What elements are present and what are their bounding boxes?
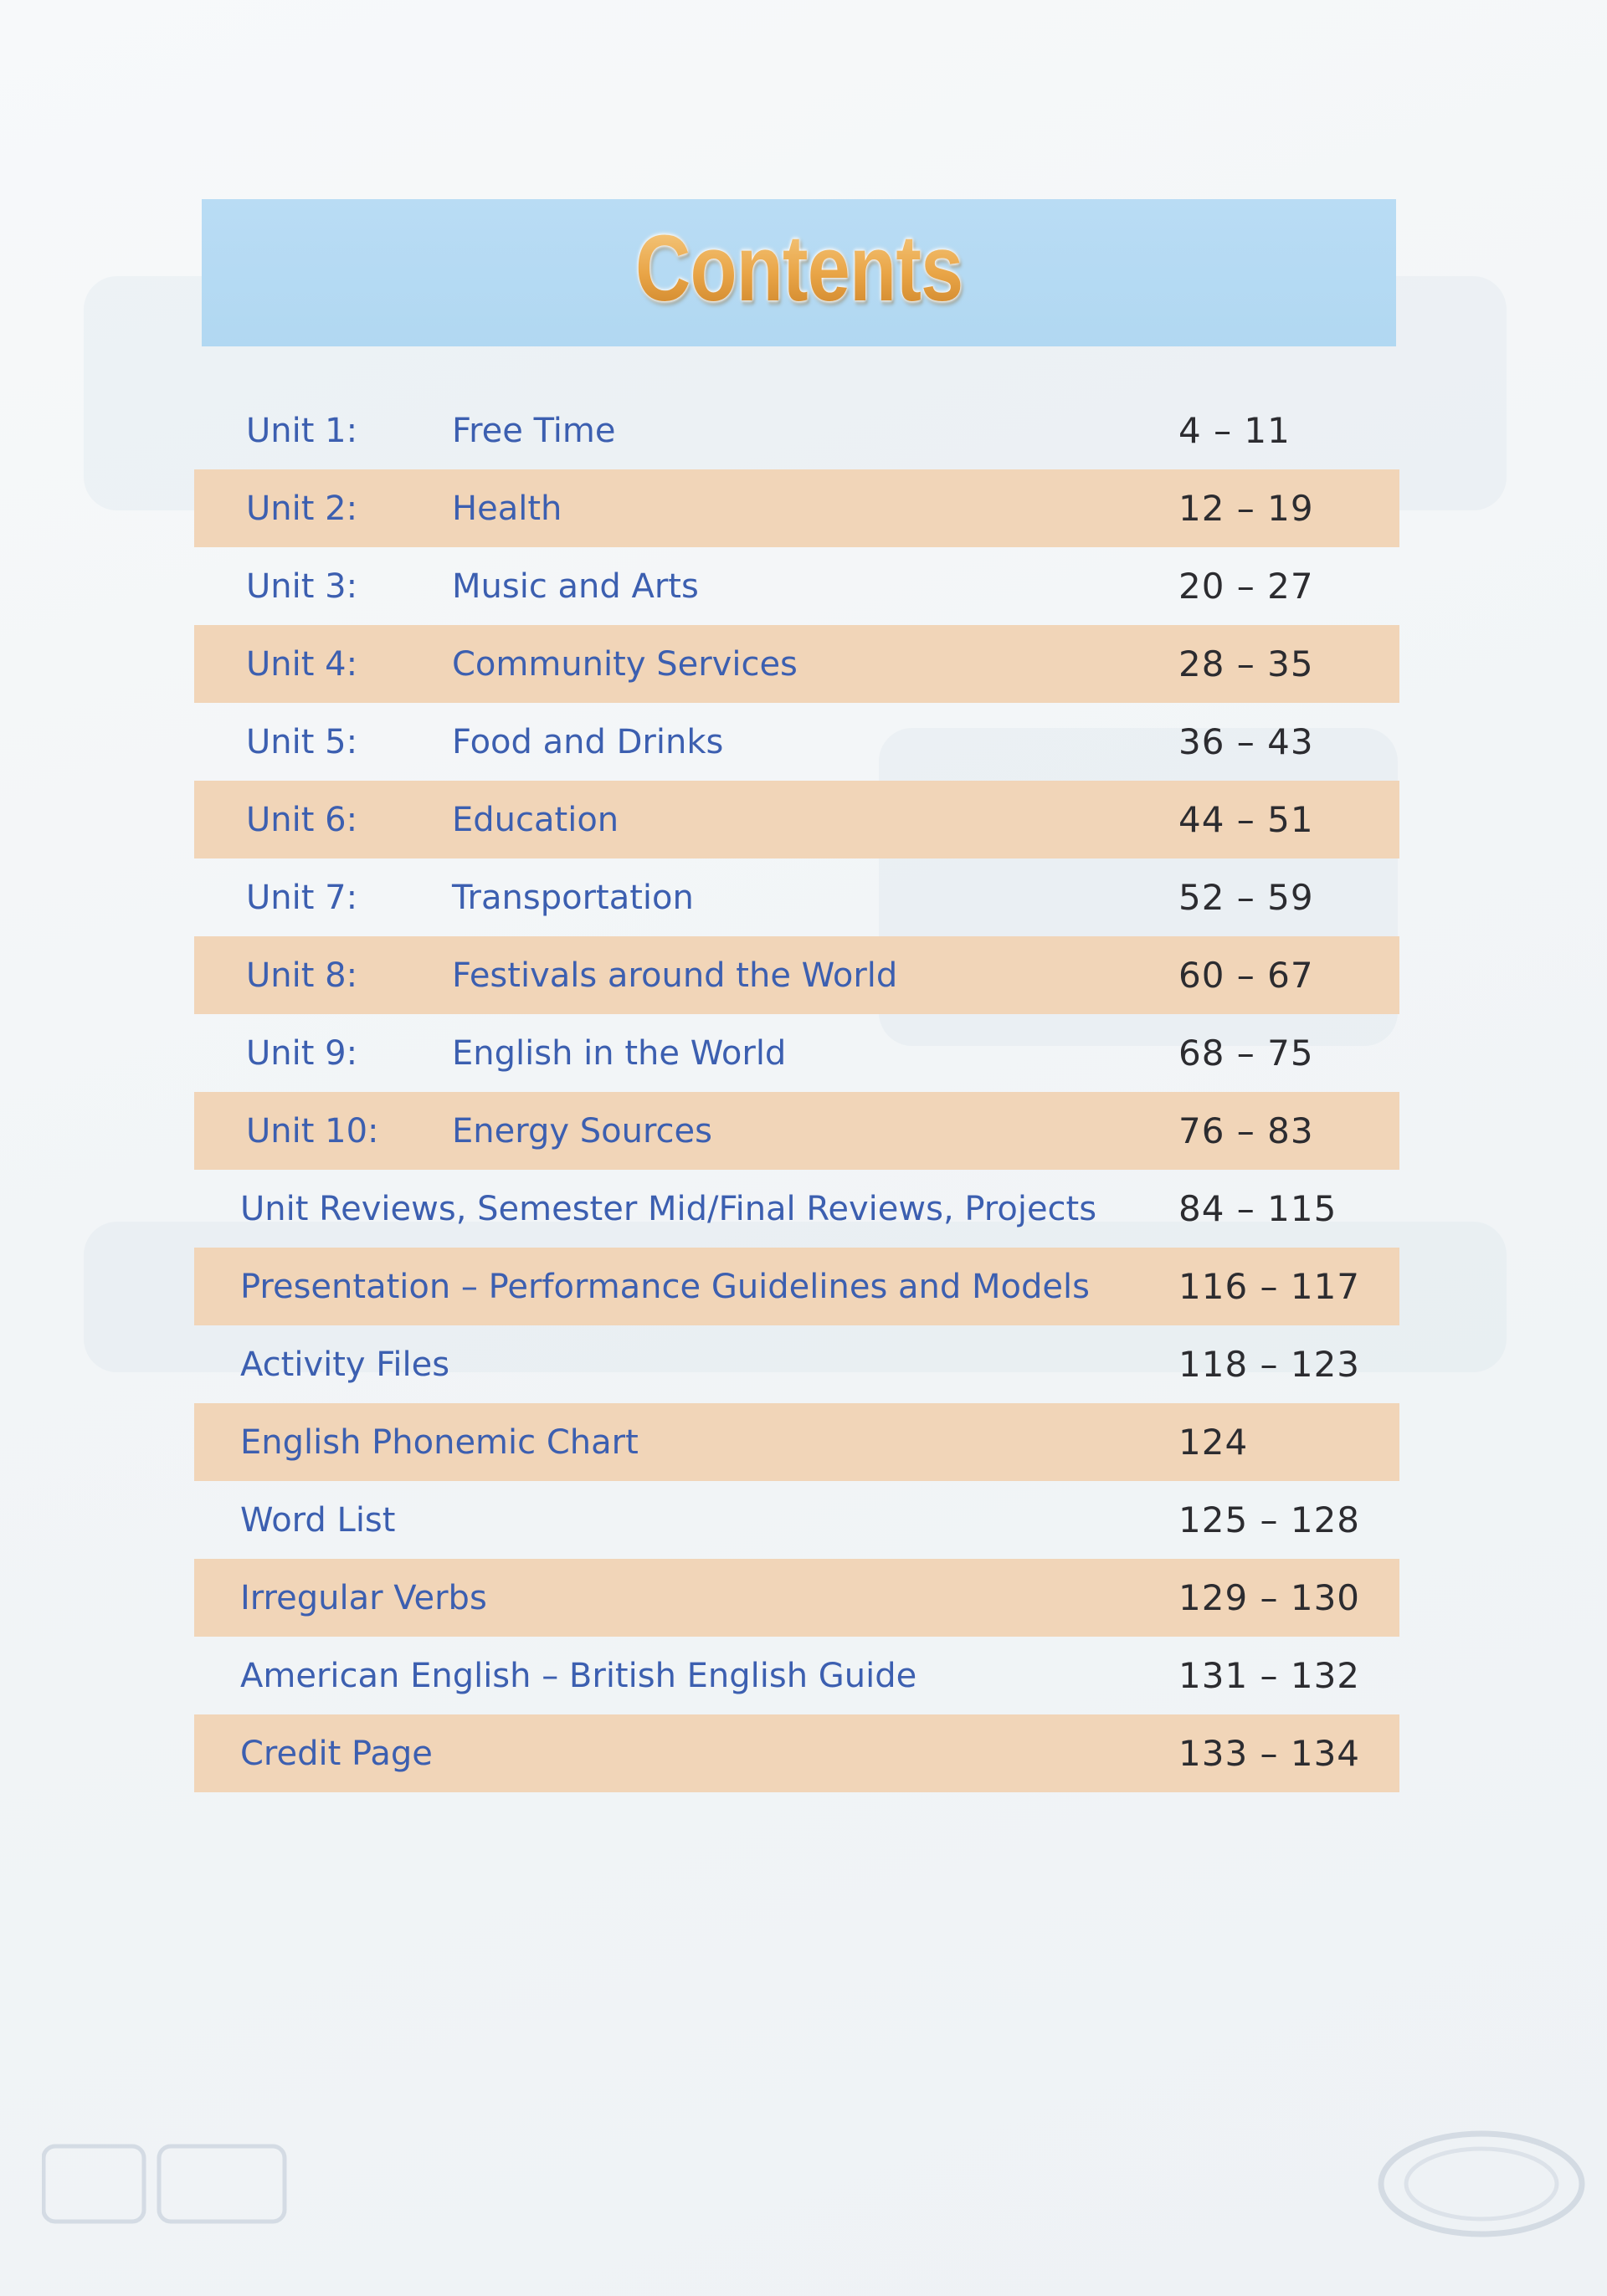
unit-title: Education xyxy=(452,800,619,839)
unit-number: Unit 4: xyxy=(246,644,358,684)
page-range: 118 – 123 xyxy=(1178,1344,1361,1385)
unit-number: Unit 10: xyxy=(246,1111,379,1151)
publisher-logo-left xyxy=(42,2138,293,2248)
toc-row-credit-page[interactable] xyxy=(194,1714,1399,1792)
unit-number: Unit 1: xyxy=(246,411,358,450)
page-range: 133 – 134 xyxy=(1178,1733,1361,1774)
page-range: 12 – 19 xyxy=(1178,488,1314,529)
unit-title: Free Time xyxy=(452,411,616,450)
publisher-logo-right-mark xyxy=(1373,2125,1590,2242)
section-title: Word List xyxy=(240,1500,396,1540)
unit-title: Health xyxy=(452,489,562,528)
page-range: 116 – 117 xyxy=(1178,1266,1361,1307)
toc-row-unit-8[interactable] xyxy=(194,936,1399,1014)
toc-row-phonemic-chart[interactable] xyxy=(194,1403,1399,1481)
unit-title: Festivals around the World xyxy=(452,956,898,995)
toc-row-unit-1[interactable] xyxy=(194,392,1399,469)
unit-title: Transportation xyxy=(452,878,694,917)
page-range: 36 – 43 xyxy=(1178,721,1314,762)
unit-title: Energy Sources xyxy=(452,1111,712,1151)
toc-row-presentation[interactable] xyxy=(194,1248,1399,1325)
toc-row-activity-files[interactable] xyxy=(194,1325,1399,1403)
contents-header xyxy=(202,199,1396,346)
unit-number: Unit 7: xyxy=(246,878,358,917)
page-title: Contents xyxy=(634,215,963,320)
unit-number: Unit 9: xyxy=(246,1033,358,1073)
section-title: American English – British English Guide xyxy=(240,1656,917,1695)
page-range: 44 – 51 xyxy=(1178,799,1314,840)
toc-row-unit-4[interactable] xyxy=(194,625,1399,703)
unit-number: Unit 2: xyxy=(246,489,358,528)
toc-row-unit-3[interactable] xyxy=(194,547,1399,625)
toc-row-reviews[interactable] xyxy=(194,1170,1399,1248)
table-of-contents xyxy=(194,392,1399,1792)
page-range: 52 – 59 xyxy=(1178,877,1314,918)
toc-row-unit-2[interactable] xyxy=(194,469,1399,547)
toc-row-american-british-guide[interactable] xyxy=(194,1637,1399,1714)
page-range: 76 – 83 xyxy=(1178,1110,1314,1151)
section-title: Credit Page xyxy=(240,1734,433,1773)
page-range: 124 xyxy=(1178,1422,1249,1463)
unit-number: Unit 5: xyxy=(246,722,358,761)
publisher-logo-right xyxy=(1373,2125,1590,2247)
unit-title: English in the World xyxy=(452,1033,787,1073)
unit-number: Unit 6: xyxy=(246,800,358,839)
unit-number: Unit 3: xyxy=(246,566,358,606)
section-title: Unit Reviews, Semester Mid/Final Reviews, Projects xyxy=(240,1189,1097,1228)
toc-row-unit-6[interactable] xyxy=(194,781,1399,858)
page-range: 28 – 35 xyxy=(1178,643,1314,684)
unit-title: Community Services xyxy=(452,644,798,684)
section-title: Activity Files xyxy=(240,1345,450,1384)
publisher-logo-left-mark xyxy=(42,2138,293,2230)
unit-title: Food and Drinks xyxy=(452,722,724,761)
page-range: 68 – 75 xyxy=(1178,1033,1314,1074)
page-range: 125 – 128 xyxy=(1178,1499,1361,1540)
unit-number: Unit 8: xyxy=(246,956,358,995)
section-title: Presentation – Performance Guidelines and Models xyxy=(240,1267,1090,1306)
toc-row-unit-7[interactable] xyxy=(194,858,1399,936)
section-title: Irregular Verbs xyxy=(240,1578,487,1617)
page-range: 129 – 130 xyxy=(1178,1577,1361,1618)
page-range: 4 – 11 xyxy=(1178,410,1291,451)
toc-row-unit-9[interactable] xyxy=(194,1014,1399,1092)
toc-row-unit-5[interactable] xyxy=(194,703,1399,781)
page-range: 131 – 132 xyxy=(1178,1655,1361,1696)
section-title: English Phonemic Chart xyxy=(240,1422,639,1462)
unit-title: Music and Arts xyxy=(452,566,699,606)
page-range: 84 – 115 xyxy=(1178,1188,1337,1229)
toc-row-unit-10[interactable] xyxy=(194,1092,1399,1170)
toc-row-word-list[interactable] xyxy=(194,1481,1399,1559)
page-range: 20 – 27 xyxy=(1178,566,1314,607)
page-range: 60 – 67 xyxy=(1178,955,1314,996)
toc-row-irregular-verbs[interactable] xyxy=(194,1559,1399,1637)
